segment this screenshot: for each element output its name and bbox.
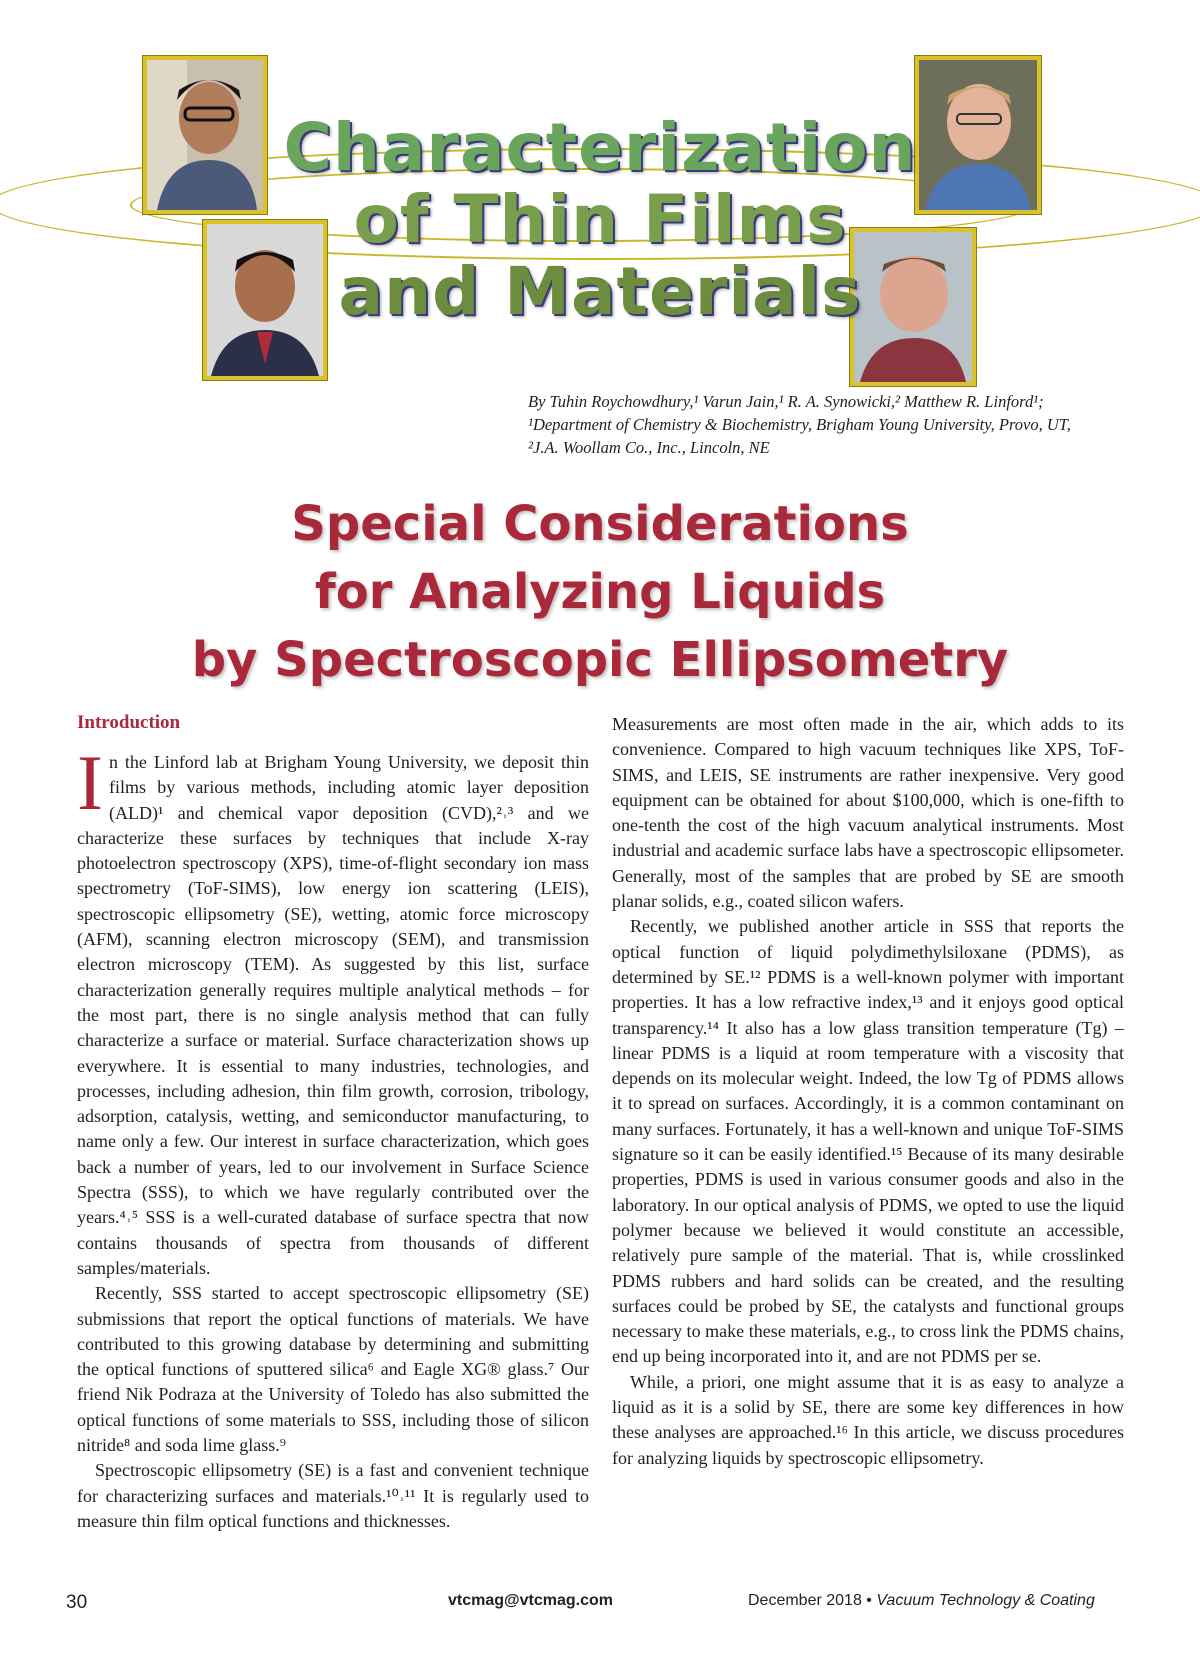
page-number: 30 (66, 1592, 88, 1613)
footer-date: December 2018 (748, 1592, 862, 1609)
series-title-line-3: and Materials (338, 253, 862, 330)
paragraph-sss: Recently, SSS started to accept spectroscopic ellipsometry (SE) submissions that report the optical functions of materials. We have contributed to this growing database by determining and submitting the optical functions of sputtered silica⁶ and Eagle XG® glass.⁷ Our friend Nik Podraza at the University of Toledo has also submitted the optical functions of some materials to SSS, including those of silicon nitride⁸ and soda lime glass.⁹ (77, 1283, 589, 1456)
paragraph-liquids: While, a priori, one might assume that it is as easy to analyze a liquid as it is a solid by SE, there are some key differences in how these analyses are approached.¹⁶ In this article, we discuss procedures for analyzing liquids by spectroscopic ellipsometry. (612, 1371, 1124, 1468)
paragraph-intro-text: n the Linford lab at Brigham Young University, we deposit thin films by various methods, including atomic layer deposition (ALD)¹ and chemical vapor deposition (CVD),²˒³ and we characterize these surfaces by techniques that include X-ray photoelectron spectroscopy (XPS), time-of-flight secondary ion mass spectrometry (ToF-SIMS), low energy ion scattering (LEIS), spectroscopic ellipsometry (SE), wetting, atomic force microscopy (AFM), scanning electron microscopy (SEM), and transmission electron microscopy (TEM). As suggested by this list, surface characterization generally requires multiple analytical methods – for the most part, there is no single analysis method that can fully characterize a surface or material. Surface characterization shows up everywhere. It is essential to many industries, technologies, and processes, including adhesion, thin film growth, corrosion, tribology, adsorption, catalysis, wetting, and semiconductor manufacturing, to name only a few. Our interest in surface characterization, which goes back a number of years, led to our involvement in Surface Science Spectra (SSS), to which we have regularly contributed over the years.⁴˒⁵ SSS is a well-curated database of surface spectra that now contains thousands of spectra from thousands of different samples/materials. (77, 752, 589, 1278)
paragraph-pdms: Recently, we published another article in SSS that reports the optical function of liquid polydimethylsiloxane (PDMS), as determined by SE.¹² PDMS is a well-known polymer with important properties. It has a low refractive index,¹³ and it enjoys good optical transparency.¹⁴ It also has a low glass transition temperature (Tg) – linear PDMS is a liquid at room temperature with a viscosity that depends on its molecular weight. Indeed, the low Tg of PDMS allows it to spread on surfaces. Accordingly, it is a common contaminant on many surfaces. Fortunately, it has a well-known and unique ToF-SIMS signature so it can be easily identified.¹⁵ Because of its many desirable properties, PDMS is used in various consumer goods and also in the laboratory. In our optical analysis of PDMS, we opted to use the liquid polymer because we believed it would constitute an accessible, relatively pure sample of the material. That is, while crosslinked PDMS rubbers and hard solids can be created, and the resulting surfaces could be probed by SE, the catalysts and functional groups necessary to make these materials, e.g., to cross link the PDMS chains, end up being incorporated into it, and are not PDMS per se. (612, 916, 1124, 1367)
paragraph-measurements: Measurements are most often made in the air, which adds to its convenience. Compared to high vacuum techniques like XPS, ToF-SIMS, and LEIS, SE instruments are rather inexpensive. Very good equipment can be obtained for about $100,000, which is one-fifth to one-tenth the cost of the high vacuum analytical instruments. Most industrial and academic surface labs have a spectroscopic ellipsometer. Generally, most of the samples that are probed by SE are smooth planar solids, e.g., coated silicon wafers. (612, 714, 1124, 912)
footer-issue (748, 1592, 1095, 1610)
drop-cap: I (77, 739, 103, 826)
series-title-line-1: Characterization (283, 109, 917, 186)
footer-email-link[interactable]: vtcmag@vtcmag.com (448, 1592, 613, 1609)
right-column (612, 712, 1124, 1471)
series-banner (0, 0, 1200, 380)
article-title-line-2: for Analyzing Liquids (314, 564, 886, 620)
section-heading: Introduction (77, 712, 181, 733)
paragraph-intro (77, 739, 589, 1281)
footer-separator: • (861, 1592, 877, 1609)
article-title-line-3: by Spectroscopic Ellipsometry (191, 632, 1009, 688)
footer-publication: Vacuum Technology & Coating (876, 1592, 1095, 1609)
article-title-line-1: Special Considerations (291, 496, 909, 552)
series-title (0, 109, 1200, 330)
series-title-line-2: of Thin Films (353, 181, 847, 258)
left-column (77, 739, 589, 1534)
byline-affiliation-1: ¹Department of Chemistry & Biochemistry, Brigham Young University, Provo, UT, (528, 415, 1071, 434)
byline-authors: By Tuhin Roychowdhury,¹ Varun Jain,¹ R. A. Synowicki,² Matthew R. Linford¹; (528, 392, 1044, 411)
paragraph-se: Spectroscopic ellipsometry (SE) is a fast and convenient technique for characterizing surfaces and materials.¹⁰˒¹¹ It is regularly used to measure thin film optical functions and thicknesses. (77, 1460, 589, 1531)
article-title (0, 490, 1200, 694)
byline (528, 390, 1128, 459)
byline-affiliation-2: ²J.A. Woollam Co., Inc., Lincoln, NE (528, 438, 770, 457)
